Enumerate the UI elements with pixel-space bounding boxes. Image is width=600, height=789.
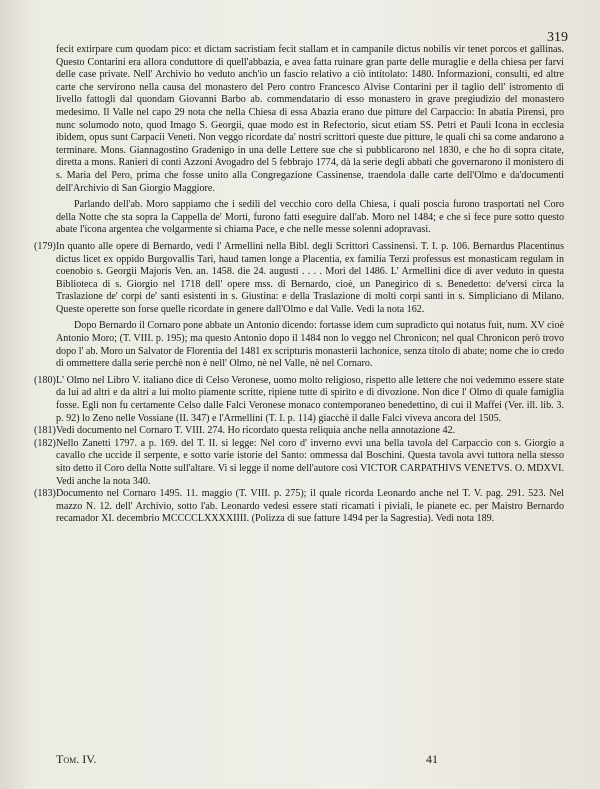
- note-text: Documento nel Cornaro 1495. 11. maggio (T. VIII. p. 275); il quale ricorda Leonardo anche nel T. V. pag. 291. 523. Nel mazzo N. 12. dell' Archivio, sotto l'ab. Leonardo vedesi essere stati ricamati i piviali, le pianete ec. per Maistro Bernardo recamador XI. decembrio MCCCCLXXXXIIII. (Polizza di sue fatture 1494 per la Sagrestia). Vedi nota 189.: [56, 488, 564, 525]
- body-text: [34, 44, 564, 526]
- note-number: (179): [34, 240, 56, 252]
- page-number: 319: [547, 30, 568, 45]
- footnote-179: [34, 240, 564, 317]
- note-number: (180): [34, 374, 56, 386]
- signature-mark: 41: [426, 752, 438, 766]
- paragraph: Dopo Bernardo il Cornaro pone abbate un Antonio dicendo: fortasse idem cum supradicto qui notatus fuit, num. XV cioè Antonio Moro; (T. VIII. p. 195); ma questo Antonio dopo il 1484 non lo veggo nel Chronicon; nel qual Chronicon però trovo dopo l' ab. Moro un Salvator de Florentia del 1481 ex scripturis monasterii lachonice, senza titolo di abate; nome che io credo di ommettere dalla serie perchè non è nell' Olmo, nè nel Valle, nè nel Cornaro.: [56, 320, 564, 370]
- note-text: L' Olmo nel Libro V. italiano dice di Celso Veronese, uomo molto religioso, rispetto alle lettere che noi vedemmo essere state da lui ad altri e da altri a lui molto piamente scritte, ripiene tutte di spirito e di divozione. Non dice l' Olmo di quale famiglia fosse. Egli non fu certamente Celso dalle Falci Veronese monaco contemporaneo benedettino, di cui il Maffei (Ver. ill. lib. 3. p. 92) lo Zeno nelle Vossiane (II. 347) e l'Armellini (T. I. p. 114) giacchè il dalle Falci viveva ancora del 1505.: [56, 374, 564, 424]
- volume-label: Tom. IV.: [56, 752, 97, 766]
- footnote-182: [34, 437, 564, 488]
- note-number: (182): [34, 437, 56, 449]
- note-text: Vedi documento nel Cornaro T. VIII. 274. Ho ricordato questa reliquia anche nella annotazione 42.: [56, 425, 456, 437]
- note-text: Nello Zanetti 1797. a p. 169. del T. II. si legge: Nel coro d' inverno evvi una bella tavola del Carpaccio con s. Giorgio a cavallo che uccide il serpente, e sotto varie istorie del Santo: ommessa dal Boschini. Questa tavola avvi tuttora nella stesso sito detto il Coro della Notte sull'altare. Vi si legge il nome dell'autore così VICTOR CARPATHIVS VENETVS. O. MDXVI. Vedi anche la nota 340.: [56, 437, 564, 487]
- footnote-181: [34, 425, 564, 438]
- note-text: In quanto alle opere di Bernardo, vedi l' Armellini nella Bibl. degli Scrittori Cassinensi. T. I. p. 106. Bernardus Placentinus dictus licet ex oppido Burgovallis Tari, haud tamen longe a Placentia, ex familia Terzi professus est monasticam regulam in coenobio s. Georgii Majoris Ven. an. 1458. die 24. augusti . . . . Mori del 1486. L' Armellini dice di aver veduto in questa Biblioteca di s. Giorgio nel 1718 dell' opere mss. di Bernardo, cioè, un Panegirico di s. Benedetto: de'versi circa la Traslazione de' corpi de' santi esistenti in s. Giustina: e della Traslazione di molti corpi santi in s. Simpliciano di Milano. Queste operette son forse quelle ricordate in genere dall'Olmo e dal Valle. Vedi la nota 162.: [56, 240, 564, 315]
- note-number: (183): [34, 488, 56, 500]
- footnote-180: [34, 374, 564, 425]
- note-number: (181): [34, 425, 56, 437]
- footnote-183: [34, 488, 564, 526]
- paragraph: fecit extirpare cum quodam pico: et dictam sacristiam fecit stallam et in campanile dictus nobilis vir tenet porcos et gallinas. Questo Contarini era allora conduttore di quell'abbazia, e avea fatta ruinare gran parte delle muraglie e della chiesa per farvi delle case private. Nell' Archivio ho veduto anch'io un fascio relativo a ciò intitolato: 1480. Informazioni, consulti, ed altre carte che servirono nella causa del monastero del Pero contro Francesco Alvise Contarini per il taglio dell' istromento di livello fattogli dal quondam Giovanni Barbo ab. commendatario di esso monastero in grave pregiudizio del monastero medesimo. Il Valle nel capo 29 nota che nella Chiesa di essa Abazia erano due pitture del Carpaccio: In abatia Pirensi, pro nunc solumodo noto, quod Imago S. Georgii, quae modo est in Refectorio, sicut etiam SS. Petri et Pauli Icona in ecclesia ibidem, opus sunt Carpacii Veneti. Non veggo ricordate da' nostri scrittori queste due pitture, le quali chi sa come andarono a terminare. Mons. Giannagostino Gradenigo in una delle Lettere sue che si pubblicarono nel 1830, e che ho di sopra citate, diretta a mons. Ranieri di conti Azzoni Avogadro del 5 febbrajo 1774, dà la serie degli abbati che governarono il monistero di s. Maria del Pero, prima che fosse unito alla Congregazione Cassinense, traendola dalle carte dell'Olmo e da'documenti dell'Archivio di San Giorgio Maggiore.: [56, 44, 564, 194]
- paragraph: Parlando dell'ab. Moro sappiamo che i sedili del vecchio coro della Chiesa, i quali poscia furono trasportati nel Coro della Notte che sta sopra la Cappella de' Morti, furono fatti eseguire dall'ab. Moro nel 1484; e che si fece pure sotto questo abate l'icona argentea che volgarmente si chiama Pace, e che nelle messe solenni adopravasi.: [56, 199, 564, 236]
